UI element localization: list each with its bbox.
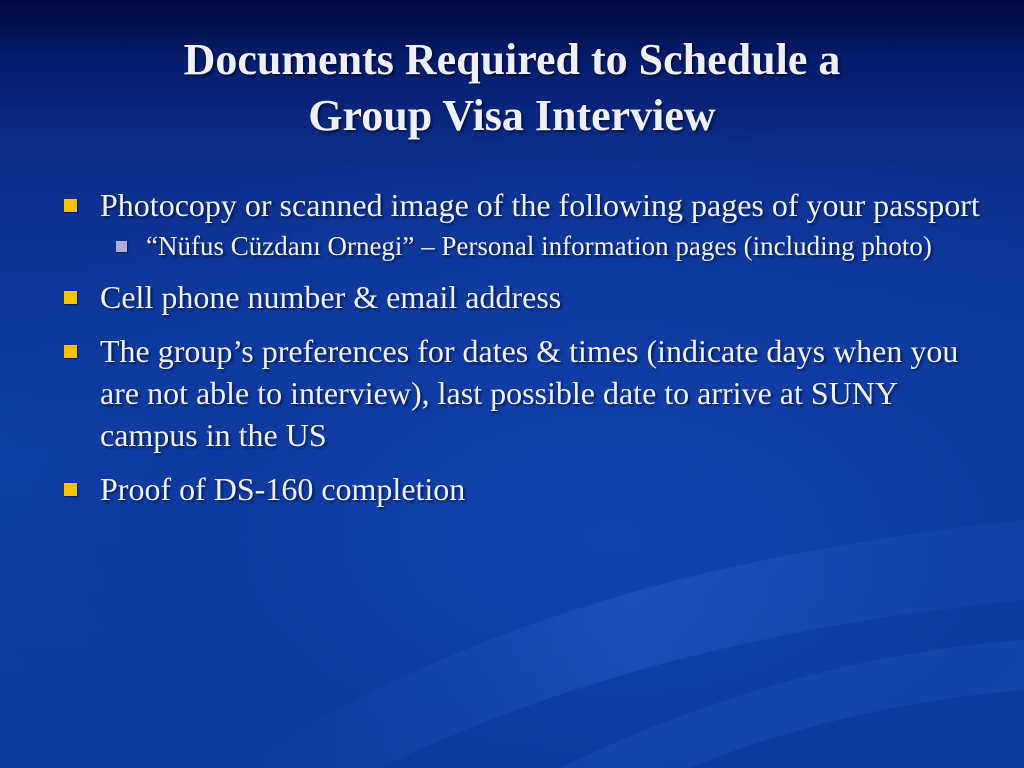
bullet-text: Photocopy or scanned image of the following pages of your passport <box>100 187 980 223</box>
square-bullet-icon <box>64 483 77 496</box>
square-bullet-icon <box>64 291 77 304</box>
bullet-text: Proof of DS-160 completion <box>100 471 466 507</box>
bullet-list <box>60 184 980 522</box>
square-sub-bullet-icon <box>116 241 127 252</box>
sub-bullet-text: “Nüfus Cüzdanı Ornegi” – Personal information pages (including photo) <box>146 231 932 261</box>
slide-title-line-1: Documents Required to Schedule a <box>183 35 841 84</box>
bullet-item-passport-copy <box>60 184 980 264</box>
bullet-item-date-preferences <box>60 330 980 456</box>
square-bullet-icon <box>64 345 77 358</box>
bullet-item-contact-info <box>60 276 980 318</box>
bullet-item-ds160-proof <box>60 468 980 510</box>
bullet-text: The group’s preferences for dates & times (indicate days when you are not able to interview), last possible date to arrive at SUNY campus in the US <box>100 333 959 453</box>
bullet-text: Cell phone number & email address <box>100 279 562 315</box>
slide-title <box>40 32 984 144</box>
square-bullet-icon <box>64 199 77 212</box>
slide-title-line-2: Group Visa Interview <box>308 91 716 140</box>
sub-bullet-item-personal-info <box>60 228 980 264</box>
